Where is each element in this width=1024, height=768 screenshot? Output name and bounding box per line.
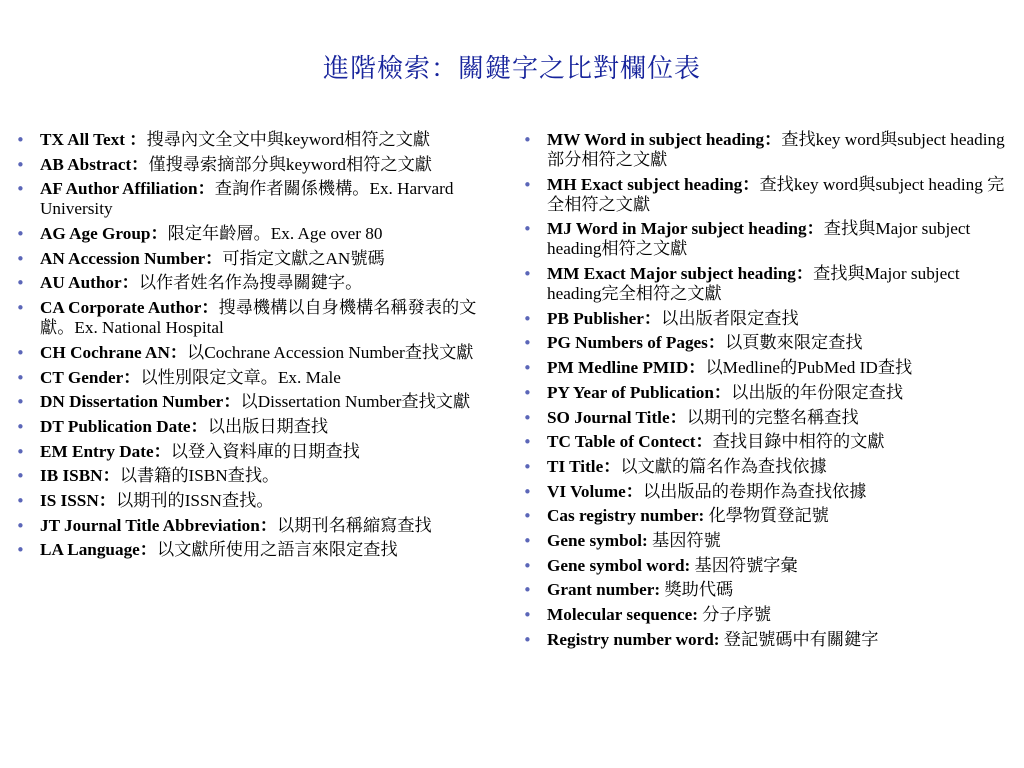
slide-title: 進階檢索：關鍵字之比對欄位表 [322,54,701,84]
field-code: MW Word in subject heading： [547,130,782,149]
list-item [523,219,1013,259]
list-item [523,556,1013,576]
list-item [523,432,1013,452]
field-code: TX All Text ： [40,130,147,149]
field-code: MM Exact Major subject heading： [547,264,814,284]
field-description: 以頁數來限定查找 [725,333,863,353]
field-code: DN Dissertation Number： [40,392,241,412]
field-code: Registry number word: [547,629,724,649]
field-description: 搜尋內文全文中與keyword相符之文獻 [146,130,431,149]
right-field-list [523,130,1013,654]
field-code: TC Table of Contect： [547,432,713,452]
field-description: 搜尋機構以自身機構名稱發表的文獻。Ex. National Hospital [40,298,477,338]
list-item [523,531,1013,551]
field-code: AN Accession Number： [40,248,223,268]
list-item [523,630,1013,650]
list-item [16,343,492,363]
field-description: 查找key word與subject heading 完全相符之文獻 [547,174,1005,214]
list-item [523,264,1013,304]
field-description: 僅搜尋索摘部分與keyword相符之文獻 [148,154,432,174]
list-item [523,482,1013,502]
field-description: 獎助代碼 [664,580,734,600]
field-description: 以出版者限定查找 [661,308,799,328]
field-description: 查找與Major subject heading完全相符之文獻 [547,264,960,304]
field-code: Cas registry number: [547,506,709,526]
field-description: 以登入資料庫的日期查找 [170,441,360,461]
field-description: 以性別限定文章。Ex. Male [140,367,341,387]
field-description: 基因符號 [652,530,721,550]
list-item [16,417,492,437]
list-item [523,358,1013,378]
list-item [523,309,1013,329]
field-description: 以期刊的完整名稱查找 [686,407,859,427]
field-description: 以Cochrane Accession Number查找文獻 [187,342,474,362]
field-description: 以文獻的篇名作為查找依據 [620,456,827,476]
list-item [523,506,1013,526]
field-code: Gene symbol word: [547,555,695,575]
list-item [16,224,492,244]
list-item [16,298,492,338]
field-code: LA Language： [40,540,157,560]
list-item [16,516,492,536]
list-item [523,580,1013,600]
field-description: 以出版的年份限定查找 [731,382,904,402]
list-item [16,368,492,388]
field-description: 限定年齡層。Ex. Age over 80 [167,224,383,244]
field-code: CT Gender： [40,367,141,387]
field-description: 以出版品的卷期作為查找依據 [642,481,867,501]
list-item [523,130,1013,170]
list-item [523,333,1013,353]
left-field-list [16,130,492,565]
field-code: AF Author Affiliation： [40,179,215,199]
field-description: 以期刊名稱縮寫查找 [277,515,432,535]
field-code: Grant number: [547,580,665,600]
field-code: IS ISSN： [40,490,116,510]
field-code: VI Volume： [547,481,643,501]
list-item [16,130,492,150]
list-item [16,273,492,293]
field-description: 以期刊的ISSN查找。 [115,490,274,510]
field-description: 查詢作者關係機構。Ex. Harvard University [40,179,454,219]
field-code: SO Journal Title： [547,407,687,427]
field-code: IB ISBN： [40,466,120,486]
list-item [16,491,492,511]
field-description: 基因符號字彙 [694,555,798,575]
list-item [16,392,492,412]
list-item [523,605,1013,625]
field-code: MJ Word in Major subject heading： [547,219,824,239]
field-code: Molecular sequence: [547,605,703,624]
field-code: PY Year of Publication： [547,382,732,402]
field-description: 分子序號 [702,605,772,624]
field-description: 登記號碼中有關鍵字 [723,629,879,649]
list-item [523,457,1013,477]
list-item [16,540,492,560]
list-item [16,179,492,219]
list-item [523,175,1013,215]
list-item [16,442,492,462]
field-description: 查找目錄中相符的文獻 [712,432,885,452]
field-description: 以Medline的PubMed ID查找 [705,358,913,378]
field-code: AB Abstract： [40,154,149,174]
field-code: AU Author： [40,273,139,293]
field-code: TI Title： [547,456,621,476]
list-item [523,408,1013,428]
field-code: Gene symbol: [547,530,653,550]
field-description: 化學物質登記號 [708,506,829,526]
field-code: PB Publisher： [547,308,662,328]
field-description: 以文獻所使用之語言來限定查找 [157,540,398,560]
list-item [523,383,1013,403]
field-code: JT Journal Title Abbreviation： [40,515,278,535]
field-description: 以出版日期查找 [207,416,329,436]
field-code: CH Cochrane AN： [40,342,188,362]
field-code: EM Entry Date： [40,441,171,461]
field-description: 查找與Major subject heading相符之文獻 [547,219,971,259]
field-description: 可指定文獻之AN號碼 [222,248,385,268]
field-description: 以作者姓名作為搜尋關鍵字。 [138,273,363,293]
field-code: PM Medline PMID： [547,358,706,378]
field-code: MH Exact subject heading： [547,174,760,194]
field-code: AG Age Group： [40,224,168,244]
field-code: CA Corporate Author： [40,298,219,318]
field-description: 查找key word與subject heading部分相符之文獻 [547,130,1005,169]
list-item [16,466,492,486]
field-code: PG Numbers of Pages： [547,333,726,353]
field-description: 以書籍的ISBN查找。 [119,466,280,486]
field-code: DT Publication Date： [40,416,208,436]
field-description: 以Dissertation Number查找文獻 [240,392,471,412]
list-item [16,249,492,269]
list-item [16,155,492,175]
